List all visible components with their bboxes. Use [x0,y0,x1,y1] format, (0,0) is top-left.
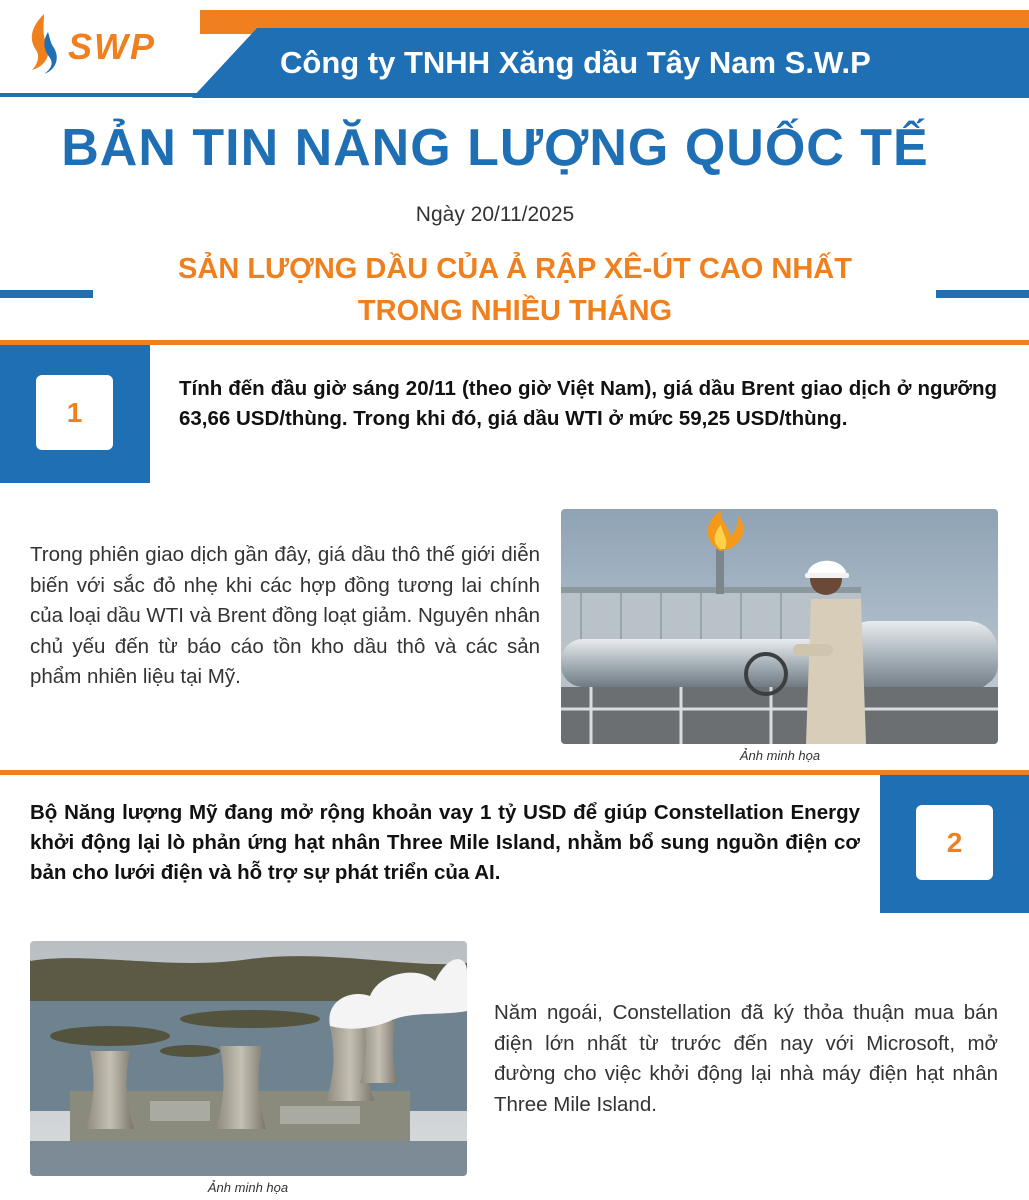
section2-highlight: Bộ Năng lượng Mỹ đang mở rộng khoản vay 1 tỷ USD để giúp Constellation Energy khởi động lại lò phản ứng hạt nhân Three Mile Island, nhằm bổ sung nguồn điện cơ bản cho lưới điện và hỗ trợ sự phát triển của AI. [30,801,860,884]
headline-left-bar [0,290,93,298]
section1-number: 1 [36,375,113,450]
section1-caption: Ảnh minh họa [739,748,821,763]
section1-divider [0,340,1029,345]
logo-text: SWP [68,26,157,67]
nuclear-plant-illustration [30,941,467,1176]
bulletin-date: Ngày 20/11/2025 [415,203,575,226]
section2-number-panel [880,775,1029,913]
oil-worker-photo [561,509,998,744]
bulletin-title: BẢN TIN NĂNG LƯỢNG QUỐC TẾ [61,119,929,177]
section1-body: Trong phiên giao dịch gần đây, giá dầu thô thế giới diễn biến với sắc đỏ nhẹ khi các hợp đồng tương lai chính của loại dầu WTI và Brent đồng loạt giảm. Nguyên nhân chủ yếu đến từ báo cáo tồn kho dầu thô và các sản phẩm nhiên liệu tại Mỹ. [30,543,540,688]
headline-right-bar [936,290,1029,298]
header-blue-line [0,93,230,97]
headline-line-2: TRONG NHIỀU THÁNG [357,295,673,327]
section2-body: Năm ngoái, Constellation đã ký thỏa thuận mua bán điện lớn nhất từ trước đến nay với Microsoft, mở đường cho việc khởi động lại nhà máy điện hạt nhân Three Mile Island. [494,1001,998,1116]
headline-line-1: SẢN LƯỢNG DẦU CỦA Ả RẬP XÊ-ÚT CAO NHẤT [178,253,852,285]
section2-caption: Ảnh minh họa [207,1180,289,1195]
nuclear-plant-photo [30,941,467,1176]
oil-worker-illustration [561,509,998,744]
section2-number: 2 [916,805,993,880]
section1-number-panel [0,345,150,483]
section2-divider [0,770,1029,775]
headline [100,248,930,332]
section1-highlight: Tính đến đầu giờ sáng 20/11 (theo giờ Việt Nam), giá dầu Brent giao dịch ở ngưỡng 63,66 USD/thùng. Trong khi đó, giá dầu WTI ở mức 59,25 USD/thùng. [179,377,997,430]
flame-logo-icon [22,12,62,76]
company-name: Công ty TNHH Xăng dầu Tây Nam S.W.P [280,45,871,80]
